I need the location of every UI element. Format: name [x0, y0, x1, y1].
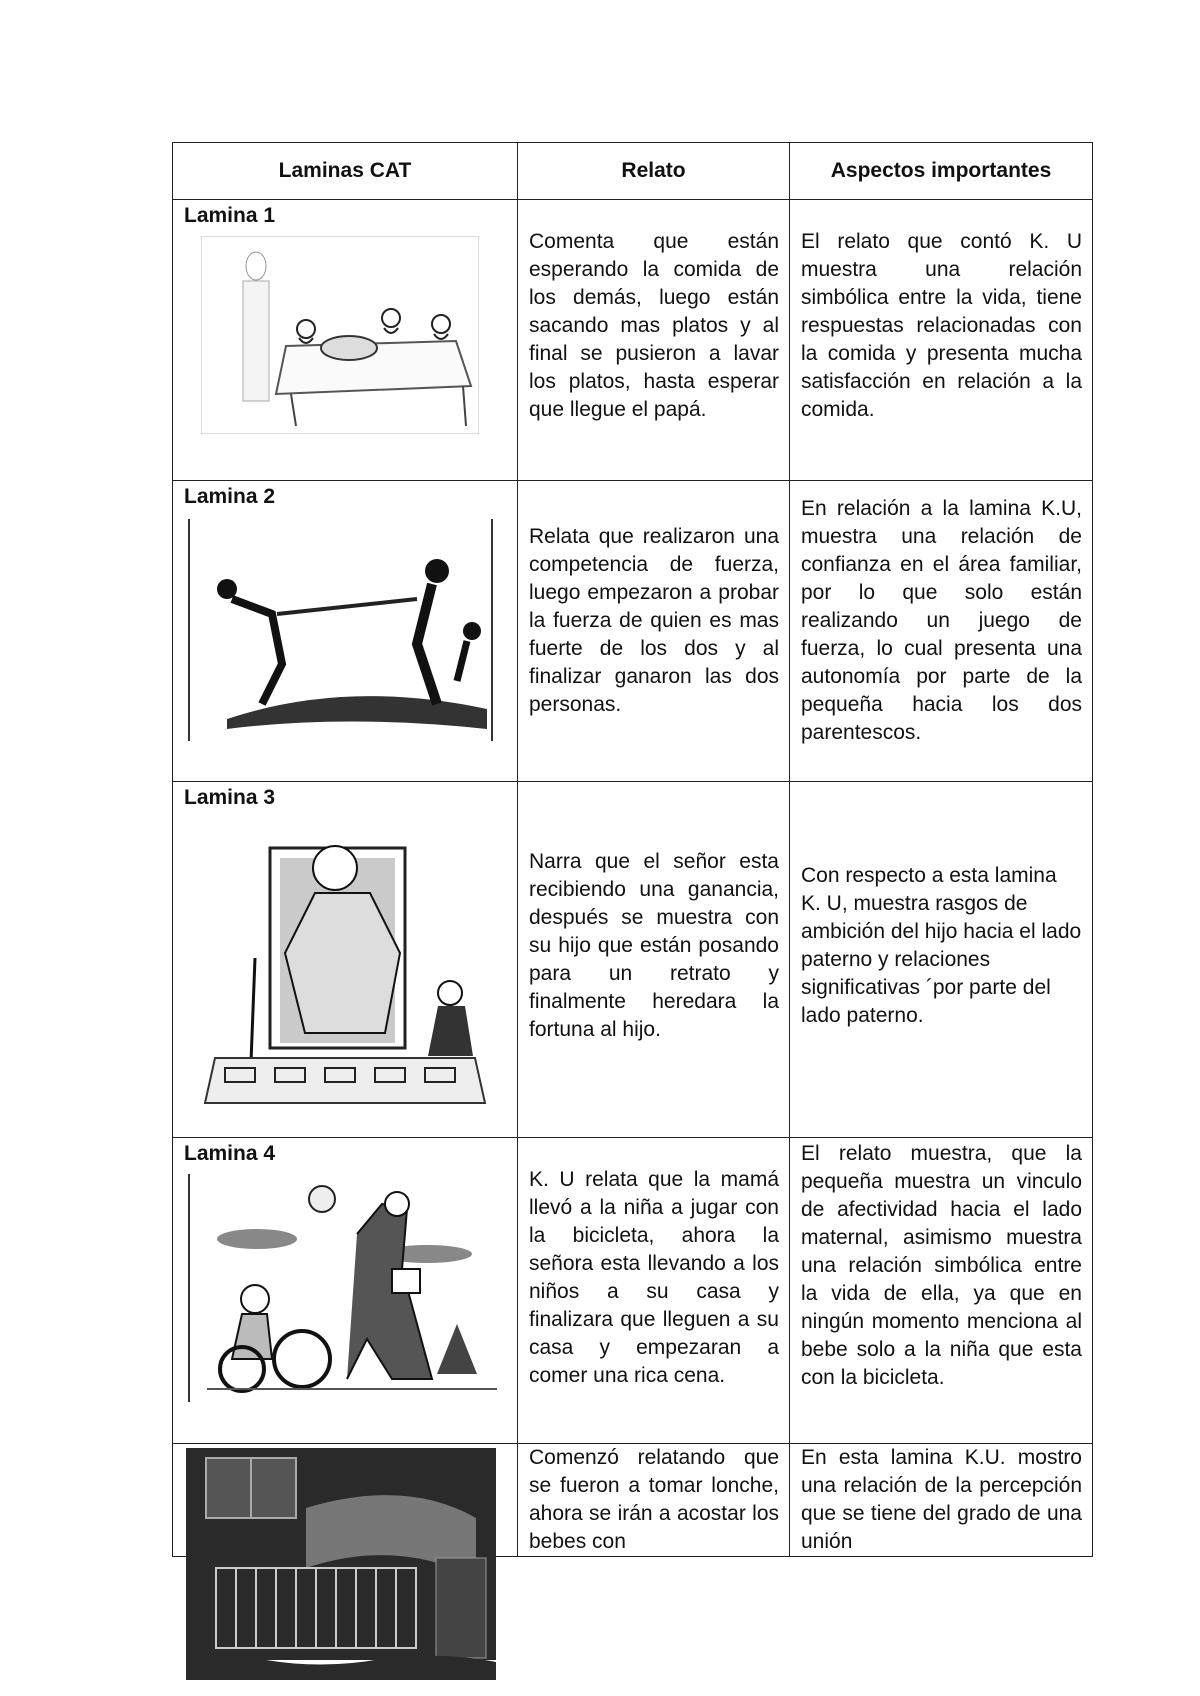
lamina-2-illustration [187, 519, 517, 741]
aspectos-text: El relato muestra, que la pequeña muestra un vinculo de afectividad hacia el lado maternal, asimismo muestra una relación simbólica entre la vida de ella, ya que en ningún momento menciona al bebe solo a la niña que esta con la bicicleta. [801, 1142, 1082, 1389]
lamina-title: Lamina 2 [184, 485, 276, 508]
relato-text: Narra que el señor esta recibiendo una ganancia, después se muestra con su hijo que están posando para un retrato y finalmente heredara la fortuna al hijo. [529, 850, 779, 1041]
aspectos-cell [790, 481, 1093, 782]
lamina-cell [173, 200, 518, 481]
table-row [173, 782, 1093, 1138]
aspectos-text: El relato que contó K. U muestra una relación simbólica entre la vida, tiene respuestas relacionadas con la comida y presenta mucha satisfacción en relación a la comida. [801, 230, 1082, 421]
aspectos-cell [790, 1138, 1093, 1444]
header-relato: Relato [518, 143, 790, 200]
relato-cell [518, 1138, 790, 1444]
lamina-title: Lamina 1 [184, 204, 276, 227]
lamina-title: Lamina 3 [184, 786, 276, 809]
aspectos-text: Con respecto a esta lamina K. U, muestra rasgos de ambición del hijo hacia el lado paterno y relaciones significativas ´por parte del lado paterno. [801, 864, 1082, 1027]
relato-cell [518, 782, 790, 1138]
lamina-3-illustration [195, 818, 517, 1108]
lamina-1-illustration [201, 236, 517, 434]
lamina-cell [173, 782, 518, 1138]
lamina-cell [173, 481, 518, 782]
aspectos-text: En esta lamina K.U. mostro una relación de la percepción que se tiene del grado de una unión [801, 1446, 1082, 1553]
aspectos-cell [790, 782, 1093, 1138]
aspectos-cell [790, 200, 1093, 481]
table-row [173, 481, 1093, 782]
header-laminas: Laminas CAT [173, 143, 518, 200]
relato-text: Comenzó relatando que se fueron a tomar lonche, ahora se irán a acostar los bebes con [529, 1446, 779, 1553]
relato-text: Comenta que están esperando la comida de los demás, luego están sacando mas platos y al final se pusieron a lavar los platos, hasta esperar que llegue el papá. [529, 230, 779, 421]
table-row [173, 1138, 1093, 1444]
relato-cell [518, 481, 790, 782]
table-row [173, 200, 1093, 481]
cat-table [172, 142, 1093, 1557]
table-header-row [173, 143, 1093, 200]
aspectos-text: En relación a la lamina K.U, muestra una relación de confianza en el área familiar, por lo que solo están realizando un juego de fuerza, lo cual presenta una autonomía por parte de la pequeña hacia los dos parentescos. [801, 497, 1082, 744]
lamina-5-illustration [186, 1448, 496, 1685]
aspectos-cell [790, 1444, 1093, 1557]
header-aspectos: Aspectos importantes [790, 143, 1093, 200]
lamina-title: Lamina 4 [184, 1142, 276, 1165]
relato-text: Relata que realizaron una competencia de fuerza, luego empezaron a probar la fuerza de quien es mas fuerte de los dos y al finalizar ganaron las dos personas. [529, 525, 779, 716]
relato-cell [518, 200, 790, 481]
lamina-cell [173, 1138, 518, 1444]
relato-cell [518, 1444, 790, 1557]
lamina-4-illustration [187, 1174, 517, 1402]
relato-text: K. U relata que la mamá llevó a la niña a jugar con la bicicleta, ahora la señora esta llevando a los niños a su casa y finalizara que lleguen a su casa y empezaran a comer una rica cena. [529, 1168, 779, 1387]
